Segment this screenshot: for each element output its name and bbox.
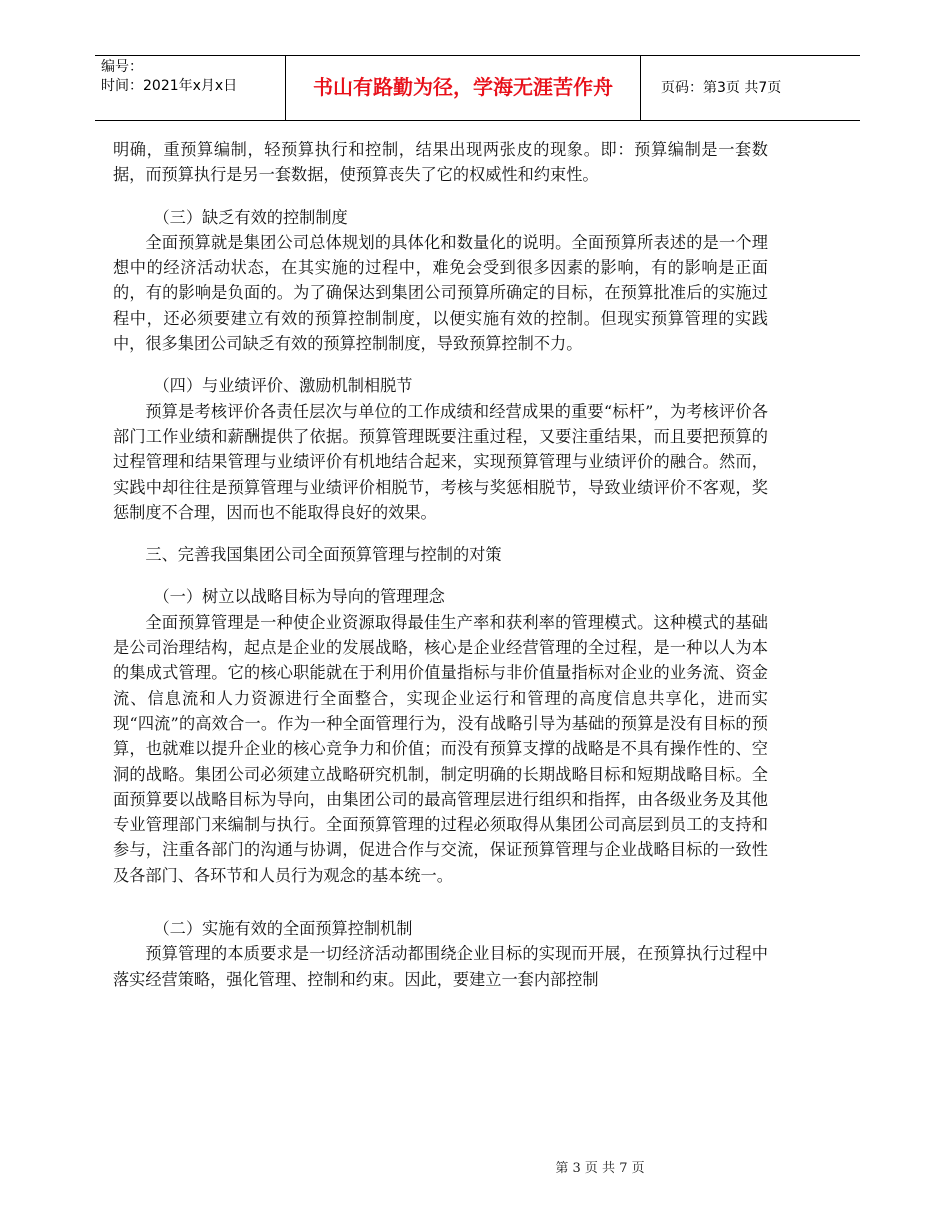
document-body <box>113 137 768 992</box>
paragraph-control-system: 全面预算就是集团公司总体规划的具体化和数量化的说明。全面预算所表述的是一个理想中的经济活动状态，在其实施的过程中，难免会受到很多因素的影响，有的影响是正面的，有的影响是负面的。为了确保达到集团公司预算所确定的目标，在预算批准后的实施过程中，还必须要建立有效的预算控制制度，以便实施有效的控制。但现实预算管理的实践中，很多集团公司缺乏有效的预算控制制度，导致预算控制不力。 <box>113 232 768 354</box>
paragraph-control-mechanism: 预算管理的本质要求是一切经济活动都围绕企业目标的实现而开展，在预算执行过程中落实经营策略，强化管理、控制和约束。因此，要建立一套内部控制 <box>113 944 768 989</box>
document-time-label: 时间：2021年x月x日 <box>101 78 238 94</box>
header-motto: 书山有路勤为径，学海无涯苦作舟 <box>285 55 641 121</box>
header-meta <box>101 58 237 96</box>
header-page-info: 页码：第3页 共7页 <box>661 80 782 96</box>
footer-page-number: 第 3 页 共 7 页 <box>555 1161 645 1176</box>
paragraph-continued: 明确，重预算编制，轻预算执行和控制，结果出现两张皮的现象。即：预算编制是一套数据，而预算执行是另一套数据，使预算丧失了它的权威性和约束性。 <box>113 140 768 185</box>
page-footer <box>0 1157 950 1176</box>
paragraph-performance: 预算是考核评价各责任层次与单位的工作成绩和经营成果的重要“标杆”，为考核评价各部门工作业绩和薪酬提供了依据。预算管理既要注重过程，又要注重结果，而且要把预算的过程管理和结果管理与业绩评价有机地结合起来，实现预算管理与业绩评价的融合。然而，实践中却往往是预算管理与业绩评价相脱节，考核与奖惩相脱节，导致业绩评价不客观，奖惩制度不合理，因而也不能取得良好的效果。 <box>113 401 768 522</box>
chapter-heading-3: 三、完善我国集团公司全面预算管理与控制的对策 <box>145 545 502 565</box>
section-heading-3: （三）缺乏有效的控制制度 <box>153 207 348 227</box>
page-header <box>95 55 860 121</box>
paragraph-strategy: 全面预算管理是一种使企业资源取得最佳生产率和获利率的管理模式。这种模式的基础是公司治理结构，起点是企业的发展战略，核心是企业经营管理的全过程，是一种以人为本的集成式管理。它的核心职能就在于利用价值量指标与非价值量指标对企业的业务流、资金流、信息流和人力资源进行全面整合，实现企业运行和管理的高度信息共享化，进而实现“四流”的高效合一。作为一种全面管理行为，没有战略引导为基础的预算是没有目标的预算，也就难以提升企业的核心竞争力和价值；而没有预算支撑的战略是不具有操作性的、空洞的战略。集团公司必须建立战略研究机制，制定明确的长期战略目标和短期战略目标。全面预算要以战略目标为导向，由集团公司的最高管理层进行组织和指挥，由各级业务及其他专业管理部门来编制与执行。全面预算管理的过程必须取得从集团公司高层到员工的支持和参与，注重各部门的沟通与协调，促进合作与交流，保证预算管理与企业战略目标的一致性及各部门、各环节和人员行为观念的基本统一。 <box>113 612 768 885</box>
section-heading-1: （一）树立以战略目标为导向的管理理念 <box>153 587 445 607</box>
document-number-label: 编号： <box>101 59 143 75</box>
section-heading-4: （四）与业绩评价、激励机制相脱节 <box>153 376 413 396</box>
section-heading-2: （二）实施有效的全面预算控制机制 <box>153 919 413 939</box>
